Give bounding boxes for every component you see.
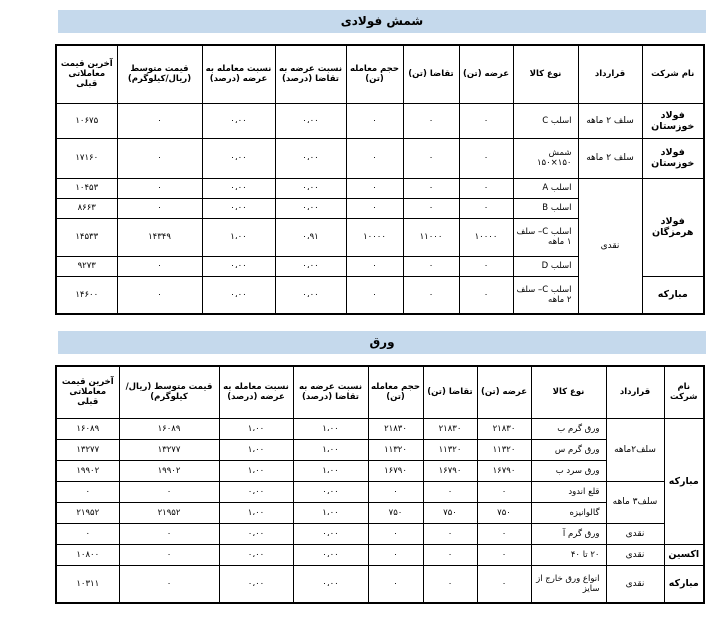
cell-avg: ۰ (119, 481, 219, 502)
cell-product: ورق سرد ب (531, 460, 606, 481)
cell-sdr: ۰،۰۰ (275, 138, 346, 178)
cell-contract: نقدی (578, 178, 642, 314)
cell-volume: ۷۵۰ (368, 502, 423, 523)
cell-tsr: ۰،۰۰ (202, 276, 275, 314)
cell-volume: ۰ (368, 565, 423, 603)
cell-avg: ۰ (119, 544, 219, 565)
cell-supply: ۷۵۰ (477, 502, 531, 523)
cell-sdr: ۰،۰۰ (275, 276, 346, 314)
section-title-sheet: ورق (58, 331, 706, 354)
sheet-table (55, 365, 705, 604)
header-supply: عرضه (تن) (477, 366, 531, 418)
cell-contract: نقدی (606, 523, 664, 544)
cell-tsr: ۰،۰۰ (202, 198, 275, 218)
cell-supply: ۰ (459, 276, 513, 314)
cell-demand: ۰ (403, 178, 459, 198)
cell-tsr: ۱،۰۰ (219, 502, 293, 523)
cell-tsr: ۰،۰۰ (219, 565, 293, 603)
cell-avg: ۰ (117, 138, 202, 178)
cell-contract: سلف۳ ماهه (606, 481, 664, 523)
cell-contract: سلف۲ماهه (606, 418, 664, 481)
cell-demand: ۰ (403, 138, 459, 178)
cell-product: اسلب A (513, 178, 578, 198)
cell-sdr: ۰،۰۰ (275, 103, 346, 138)
header-avg-price: قیمت متوسط (ریال/کیلوگرم) (117, 45, 202, 103)
cell-company: فولاد هرمزگان (642, 178, 704, 276)
cell-demand: ۰ (403, 276, 459, 314)
cell-last: ۱۳۲۷۷ (56, 439, 119, 460)
cell-avg: ۱۹۹۰۲ (119, 460, 219, 481)
cell-product: انواع ورق خارج از سایز (531, 565, 606, 603)
cell-product: اسلب C– سلف ۱ ماهه (513, 218, 578, 256)
cell-sdr: ۰،۰۰ (275, 178, 346, 198)
cell-sdr: ۰،۰۰ (275, 198, 346, 218)
cell-avg: ۱۴۳۴۹ (117, 218, 202, 256)
cell-supply: ۰ (477, 565, 531, 603)
cell-product: ۲۰ تا ۴۰ (531, 544, 606, 565)
steel-slab-table (55, 44, 705, 315)
table-row (56, 544, 704, 565)
cell-supply: ۱۶۷۹۰ (477, 460, 531, 481)
cell-last: ۸۶۶۳ (56, 198, 117, 218)
cell-supply: ۰ (477, 523, 531, 544)
cell-last: ۱۴۶۰۰ (56, 276, 117, 314)
cell-supply: ۱۱۳۲۰ (477, 439, 531, 460)
cell-company: مبارکه (664, 418, 704, 544)
header-supply: عرضه (تن) (459, 45, 513, 103)
cell-tsr: ۱،۰۰ (219, 460, 293, 481)
cell-sdr: ۱،۰۰ (293, 418, 368, 439)
cell-last: ۱۶۰۸۹ (56, 418, 119, 439)
cell-sdr: ۰،۰۰ (293, 523, 368, 544)
cell-demand: ۱۱۳۲۰ (423, 439, 477, 460)
cell-sdr: ۱،۰۰ (293, 502, 368, 523)
cell-tsr: ۱،۰۰ (202, 218, 275, 256)
cell-tsr: ۰،۰۰ (219, 481, 293, 502)
cell-company: فولاد خوزستان (642, 138, 704, 178)
cell-supply: ۱۰۰۰۰ (459, 218, 513, 256)
cell-product: گالوانیزه (531, 502, 606, 523)
cell-last: ۱۰۶۷۵ (56, 103, 117, 138)
cell-volume: ۰ (368, 523, 423, 544)
table-header-row (56, 366, 704, 418)
cell-avg: ۱۳۲۷۷ (119, 439, 219, 460)
cell-sdr: ۰،۰۰ (275, 256, 346, 276)
table-row (56, 178, 704, 198)
cell-avg: ۰ (117, 103, 202, 138)
cell-product: شمش ۱۵۰×۱۵۰ (513, 138, 578, 178)
section-title-steel-slab: شمش فولادی (58, 10, 706, 33)
cell-avg: ۰ (117, 198, 202, 218)
cell-volume: ۰ (346, 256, 403, 276)
cell-last: ۱۴۵۳۳ (56, 218, 117, 256)
cell-product: اسلب C (513, 103, 578, 138)
cell-supply: ۲۱۸۳۰ (477, 418, 531, 439)
cell-sdr: ۰،۹۱ (275, 218, 346, 256)
cell-sdr: ۱،۰۰ (293, 460, 368, 481)
cell-tsr: ۰،۰۰ (219, 523, 293, 544)
cell-demand: ۰ (403, 198, 459, 218)
cell-demand: ۰ (423, 523, 477, 544)
table-row (56, 138, 704, 178)
header-supply-demand-ratio: نسبت عرضه به تقاضا (درصد) (275, 45, 346, 103)
header-supply-demand-ratio: نسبت عرضه به تقاضا (درصد) (293, 366, 368, 418)
cell-sdr: ۰،۰۰ (293, 544, 368, 565)
cell-company: اکسین (664, 544, 704, 565)
cell-volume: ۰ (346, 178, 403, 198)
cell-tsr: ۱،۰۰ (219, 439, 293, 460)
cell-product: ورق گرم ب (531, 418, 606, 439)
cell-supply: ۰ (459, 198, 513, 218)
cell-sdr: ۰،۰۰ (293, 481, 368, 502)
cell-supply: ۰ (459, 256, 513, 276)
table-header-row (56, 45, 704, 103)
cell-volume: ۰ (346, 138, 403, 178)
cell-avg: ۱۶۰۸۹ (119, 418, 219, 439)
cell-contract: نقدی (606, 544, 664, 565)
cell-demand: ۱۶۷۹۰ (423, 460, 477, 481)
cell-avg: ۰ (117, 256, 202, 276)
cell-last: ۰ (56, 523, 119, 544)
header-demand: تقاضا (تن) (423, 366, 477, 418)
cell-volume: ۰ (368, 481, 423, 502)
cell-supply: ۰ (459, 178, 513, 198)
cell-last: ۱۰۸۰۰ (56, 544, 119, 565)
cell-demand: ۰ (403, 256, 459, 276)
header-company: نام شرکت (664, 366, 704, 418)
header-contract: قرارداد (578, 45, 642, 103)
table-row (56, 523, 704, 544)
header-last-price: آخرین قیمت معاملاتی قبلی (56, 45, 117, 103)
cell-last: ۱۰۴۵۳ (56, 178, 117, 198)
cell-demand: ۰ (423, 481, 477, 502)
cell-tsr: ۰،۰۰ (202, 178, 275, 198)
header-company: نام شرکت (642, 45, 704, 103)
cell-volume: ۰ (346, 276, 403, 314)
header-demand: تقاضا (تن) (403, 45, 459, 103)
cell-volume: ۰ (346, 103, 403, 138)
header-volume: حجم معامله (تن) (368, 366, 423, 418)
cell-avg: ۰ (117, 178, 202, 198)
cell-sdr: ۰،۰۰ (293, 565, 368, 603)
cell-tsr: ۰،۰۰ (202, 138, 275, 178)
cell-contract: سلف ۲ ماهه (578, 103, 642, 138)
cell-volume: ۱۶۷۹۰ (368, 460, 423, 481)
header-trade-supply-ratio: نسبت معامله به عرضه (درصد) (219, 366, 293, 418)
cell-avg: ۰ (119, 523, 219, 544)
cell-avg: ۰ (119, 565, 219, 603)
cell-demand: ۰ (423, 544, 477, 565)
cell-volume: ۲۱۸۳۰ (368, 418, 423, 439)
cell-demand: ۰ (423, 565, 477, 603)
header-product: نوع کالا (531, 366, 606, 418)
header-avg-price: قیمت متوسط (ریال/کیلوگرم) (119, 366, 219, 418)
cell-avg: ۰ (117, 276, 202, 314)
cell-avg: ۲۱۹۵۲ (119, 502, 219, 523)
header-contract: قرارداد (606, 366, 664, 418)
cell-last: ۲۱۹۵۲ (56, 502, 119, 523)
header-trade-supply-ratio: نسبت معامله به عرضه (درصد) (202, 45, 275, 103)
cell-last: ۱۹۹۰۲ (56, 460, 119, 481)
cell-sdr: ۱،۰۰ (293, 439, 368, 460)
cell-supply: ۰ (477, 544, 531, 565)
cell-supply: ۰ (459, 103, 513, 138)
cell-contract: نقدی (606, 565, 664, 603)
cell-supply: ۰ (459, 138, 513, 178)
header-last-price: آخرین قیمت معاملاتی قبلی (56, 366, 119, 418)
table-row (56, 481, 704, 502)
cell-volume: ۱۱۳۲۰ (368, 439, 423, 460)
cell-last: ۱۰۳۱۱ (56, 565, 119, 603)
cell-last: ۱۷۱۶۰ (56, 138, 117, 178)
cell-demand: ۷۵۰ (423, 502, 477, 523)
cell-product: اسلب B (513, 198, 578, 218)
cell-tsr: ۰،۰۰ (202, 103, 275, 138)
header-volume: حجم معامله (تن) (346, 45, 403, 103)
cell-supply: ۰ (477, 481, 531, 502)
cell-contract: سلف ۲ ماهه (578, 138, 642, 178)
cell-tsr: ۱،۰۰ (219, 418, 293, 439)
table-row (56, 103, 704, 138)
cell-tsr: ۰،۰۰ (219, 544, 293, 565)
cell-product: ورق گرم س (531, 439, 606, 460)
cell-demand: ۱۱۰۰۰ (403, 218, 459, 256)
cell-demand: ۲۱۸۳۰ (423, 418, 477, 439)
cell-tsr: ۰،۰۰ (202, 256, 275, 276)
cell-company: مبارکه (642, 276, 704, 314)
cell-product: ورق گرم آ (531, 523, 606, 544)
cell-last: ۰ (56, 481, 119, 502)
cell-demand: ۰ (403, 103, 459, 138)
cell-product: اسلب C– سلف ۲ ماهه (513, 276, 578, 314)
cell-last: ۹۲۷۳ (56, 256, 117, 276)
cell-product: قلع اندود (531, 481, 606, 502)
table-row (56, 565, 704, 603)
cell-volume: ۰ (368, 544, 423, 565)
table-row (56, 418, 704, 439)
cell-volume: ۱۰۰۰۰ (346, 218, 403, 256)
header-product: نوع کالا (513, 45, 578, 103)
cell-volume: ۰ (346, 198, 403, 218)
cell-company: فولاد خوزستان (642, 103, 704, 138)
cell-product: اسلب D (513, 256, 578, 276)
cell-company: مبارکه (664, 565, 704, 603)
